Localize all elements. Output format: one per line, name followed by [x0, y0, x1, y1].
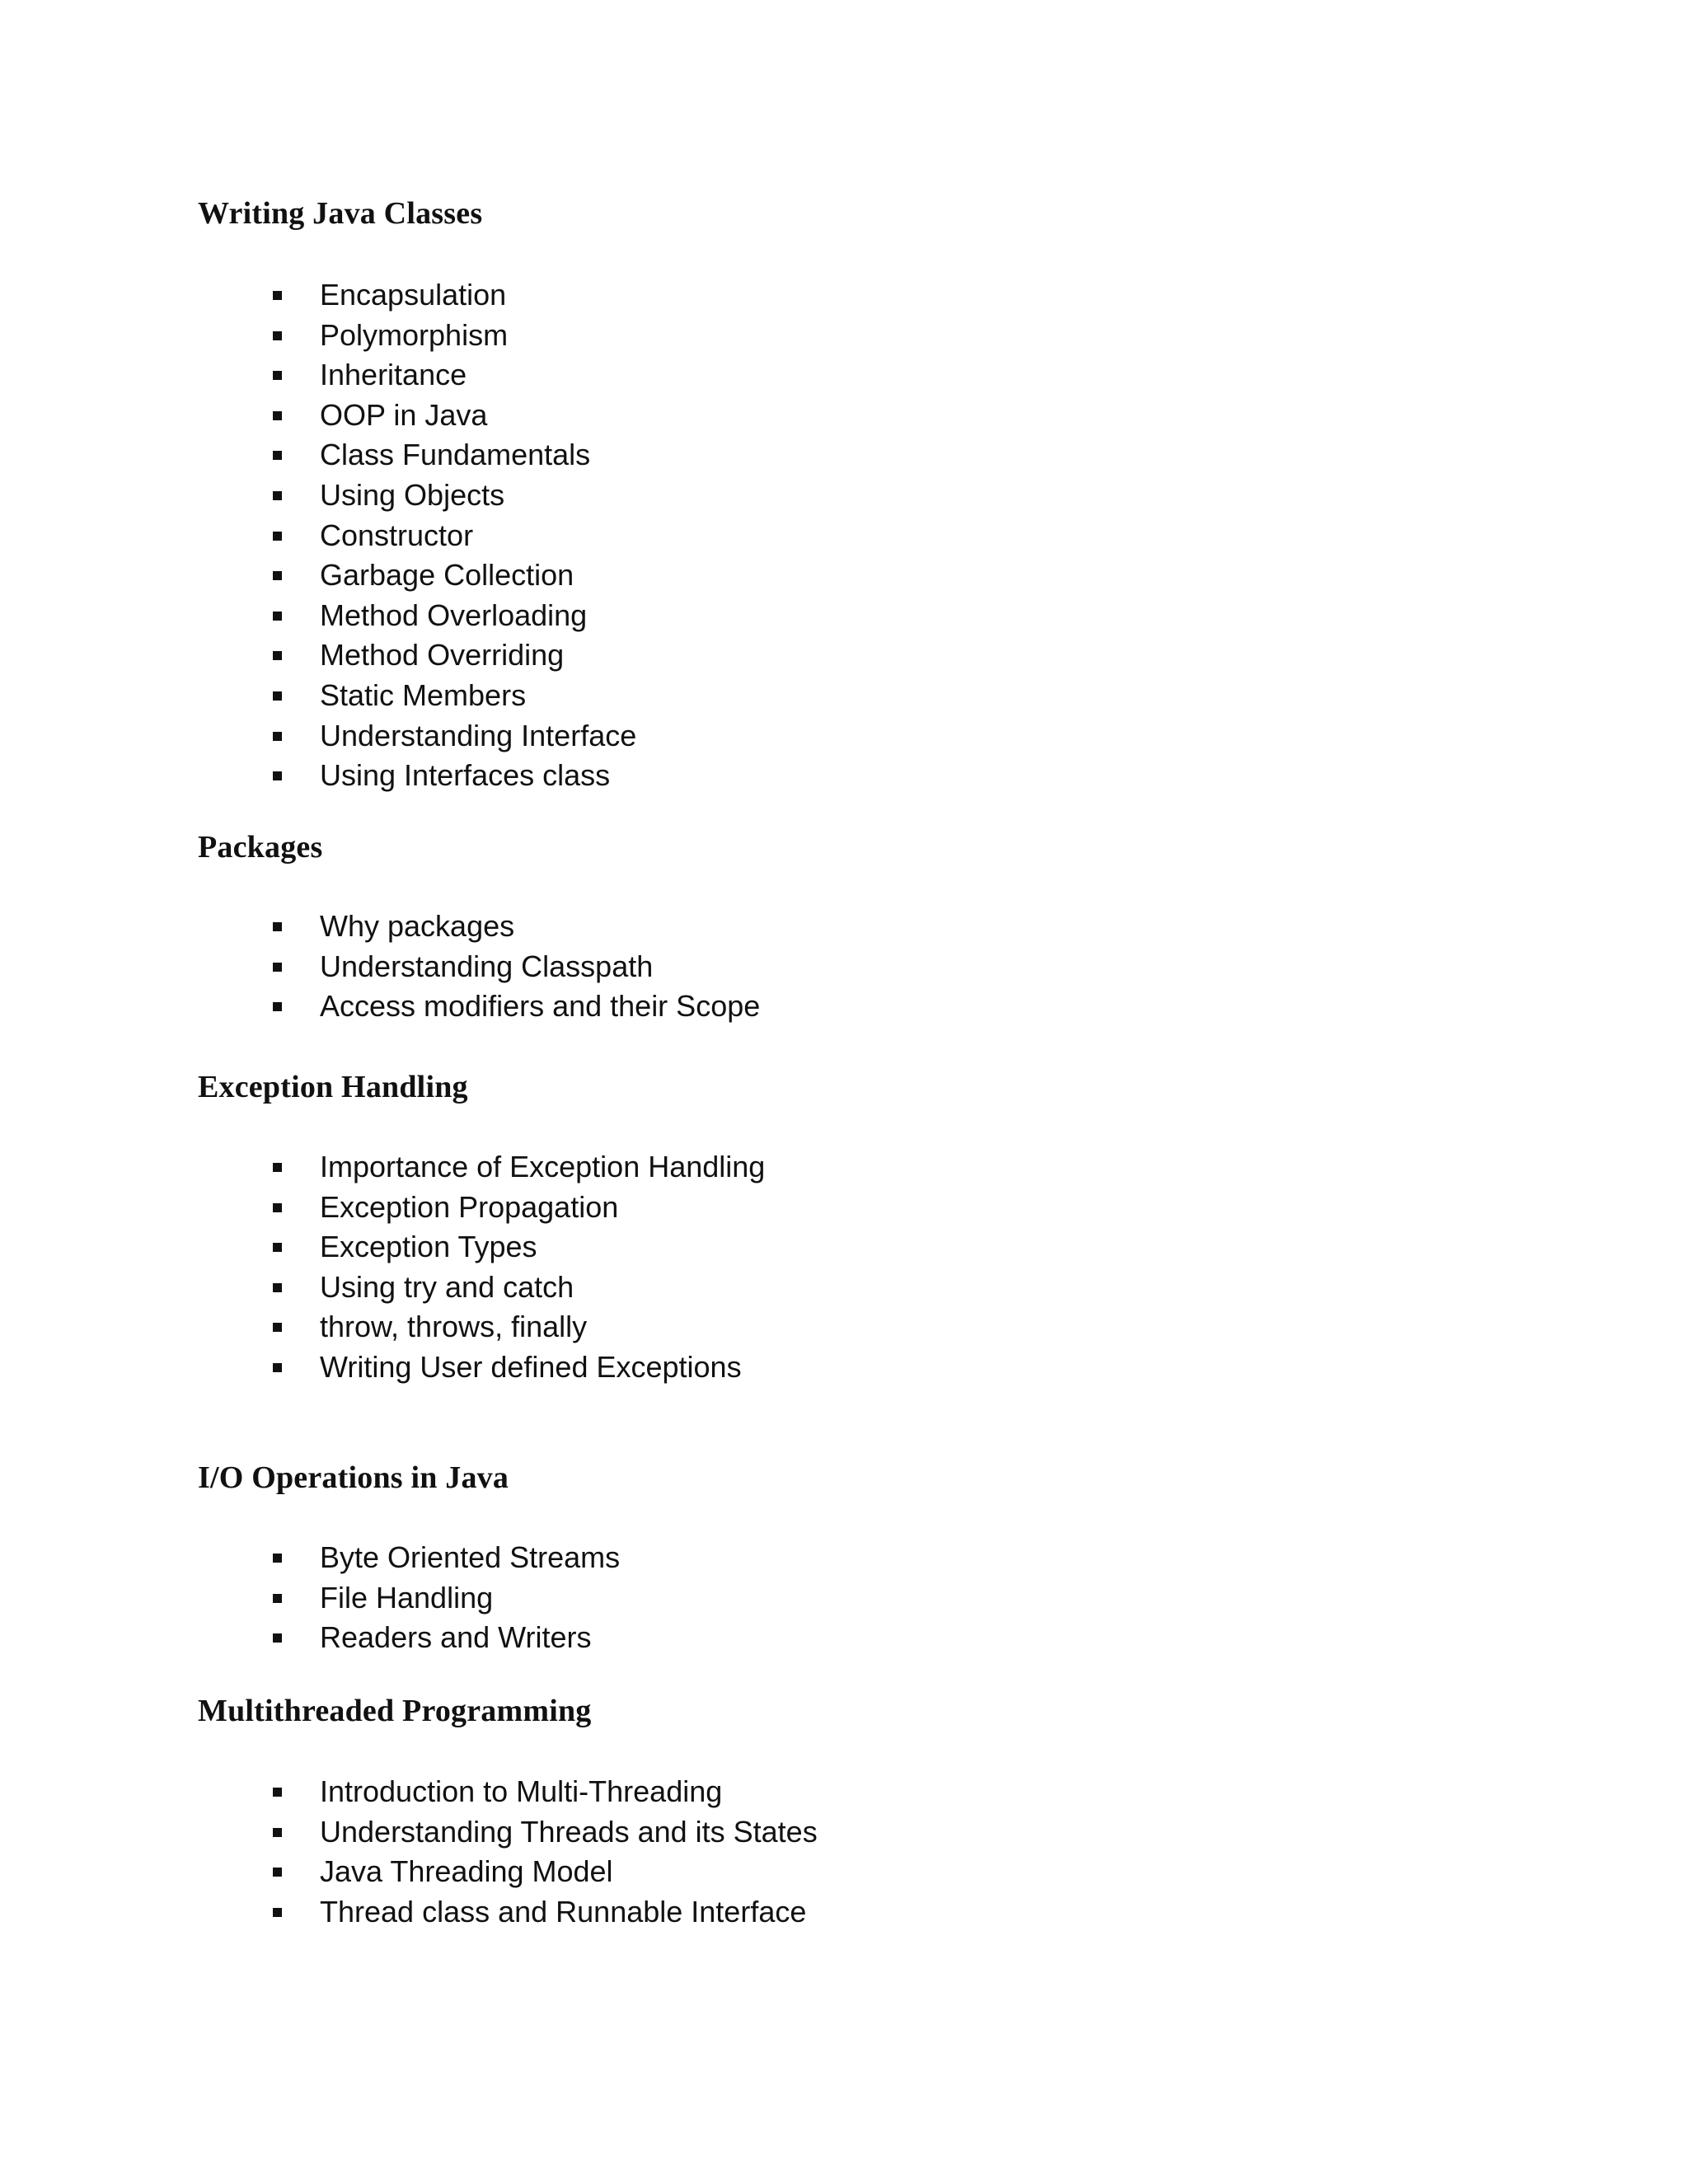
square-bullet-icon: [273, 491, 282, 500]
square-bullet-icon: [273, 411, 282, 420]
square-bullet-icon: [273, 291, 282, 300]
square-bullet-icon: [273, 1283, 282, 1292]
square-bullet-icon: [273, 1243, 282, 1252]
square-bullet-icon: [273, 371, 282, 380]
document-page: Writing Java Classes Encapsulation Polymorphism Inheritance OOP in Java Class Fundamentals Using Objects Constructor Garbage Collection Method Overloading Method Overriding Static Members Understanding Interface Using Interfaces class Packages Why packages Understanding Classpath Access modifiers and their Scope Exception Handling Importance of Exception Handling Exception Propagation Exception Types Using try and catch throw, throws, finally Writing User defined Exceptions I/O Operations in Java Byte Oriented Streams File Handling Readers and Writers Multithreaded Programming Introduction to Multi-Threading Understanding Threads and its States Java Threading Model Thread class and Runnable Interface: [198, 196, 818, 1929]
square-bullet-icon: [273, 1788, 282, 1797]
square-bullet-icon: [273, 771, 282, 780]
section-heading-io-operations: I/O Operations in Java: [198, 1460, 509, 1495]
square-bullet-icon: [273, 331, 282, 340]
square-bullet-icon: [273, 612, 282, 621]
square-bullet-icon: [273, 1323, 282, 1332]
square-bullet-icon: [273, 963, 282, 972]
square-bullet-icon: [273, 1554, 282, 1563]
square-bullet-icon: [273, 1594, 282, 1603]
square-bullet-icon: [273, 651, 282, 660]
square-bullet-icon: [273, 732, 282, 741]
square-bullet-icon: [273, 1002, 282, 1011]
square-bullet-icon: [273, 1163, 282, 1172]
square-bullet-icon: [273, 1908, 282, 1917]
square-bullet-icon: [273, 1868, 282, 1877]
square-bullet-icon: [273, 1363, 282, 1372]
section-heading-multithreaded-programming: Multithreaded Programming: [198, 1694, 592, 1728]
square-bullet-icon: [273, 532, 282, 541]
square-bullet-icon: [273, 571, 282, 580]
square-bullet-icon: [273, 922, 282, 931]
square-bullet-icon: [273, 1633, 282, 1643]
square-bullet-icon: [273, 451, 282, 460]
section-heading-writing-java-classes: Writing Java Classes: [198, 196, 483, 231]
square-bullet-icon: [273, 691, 282, 701]
square-bullet-icon: [273, 1203, 282, 1212]
square-bullet-icon: [273, 1828, 282, 1837]
section-heading-exception-handling: Exception Handling: [198, 1070, 468, 1104]
section-heading-packages: Packages: [198, 830, 323, 865]
